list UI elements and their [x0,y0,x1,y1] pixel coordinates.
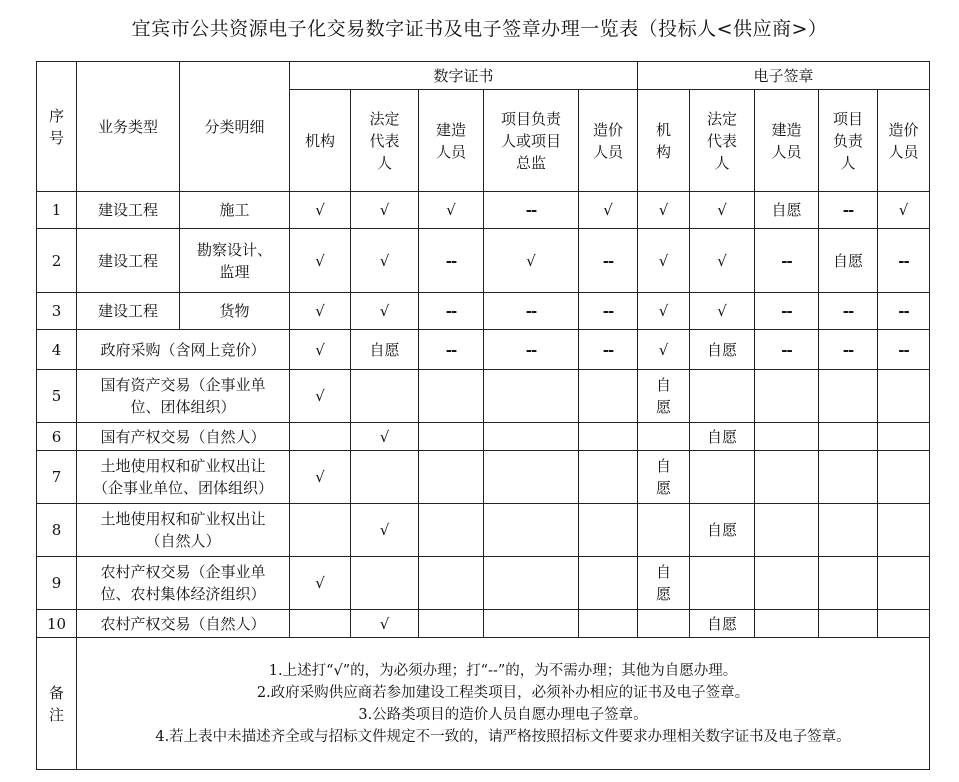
cert-cell [419,557,484,610]
detail-line: 货物 [219,302,250,320]
cert-cell [484,610,579,638]
description-line: （自然人） [145,532,221,550]
header-line: 人或项目 [500,131,561,150]
seal-cell [878,557,930,610]
cert-cell: √ [351,423,419,451]
seal-cell: -- [878,330,930,370]
remark-line: 3.公路类项目的造价人员自愿办理电子签章。 [358,706,648,723]
cert-cell: √ [579,192,638,229]
row-number: 5 [37,370,77,423]
detail-line: 监理 [219,262,250,281]
header-category: 分类明细 [180,62,290,192]
description-line: 政府采购（含网上竞价） [100,340,266,359]
cert-cell [484,504,579,557]
description-line: 农村产权交易（企事业单 [100,563,266,581]
header-seq-char: 号 [48,128,64,147]
seal-cell: √ [690,293,755,330]
seal-cell [755,504,819,557]
header-line: 代表 [707,131,738,150]
header-row-groups [37,62,930,90]
row-category-detail [180,192,290,229]
description-line: 位、农村集体经济组织） [100,585,266,603]
table-row [37,293,930,330]
header-cert-col [290,90,351,192]
row-number: 1 [37,192,77,229]
row-category-detail [180,229,290,293]
header-group-cert: 数字证书 [290,62,638,90]
cert-cell [484,451,579,504]
header-seal-col [755,90,819,192]
seal-cell [819,504,878,557]
seal-cell: -- [755,229,819,293]
row-number: 10 [37,610,77,638]
seal-cell [819,557,878,610]
type-line: 建设工程 [97,251,158,270]
seal-cell [638,451,690,504]
cert-cell: √ [351,504,419,557]
cert-cell [290,504,351,557]
cell-line: 自 [656,457,672,475]
seal-cell: √ [638,229,690,293]
cell-line: 愿 [656,479,672,497]
row-category-detail [180,293,290,330]
table-row [37,610,930,638]
header-line: 造价 [888,120,919,139]
seal-cell [755,557,819,610]
seal-cell [819,423,878,451]
seal-cell: 自愿 [690,330,755,370]
header-business-type: 业务类型 [77,62,180,192]
row-business-description [77,504,290,557]
seal-cell: √ [690,229,755,293]
cert-cell: √ [484,229,579,293]
cert-cell [419,504,484,557]
table-row [37,330,930,370]
cert-cell: -- [579,229,638,293]
row-business-description [77,330,290,370]
cert-cell: √ [351,610,419,638]
header-seal-col [638,90,690,192]
table-row [37,557,930,610]
cell-line: 愿 [656,585,672,603]
header-line: 法定 [707,109,738,128]
table-row [37,451,930,504]
cell-line: 自 [656,376,672,394]
cert-cell [419,370,484,423]
header-cert-col [579,90,638,192]
row-number: 7 [37,451,77,504]
seal-cell: -- [819,293,878,330]
cert-cell: -- [484,293,579,330]
cell-line: 自 [656,563,672,581]
row-number: 8 [37,504,77,557]
certificate-table [36,61,930,770]
seal-cell [690,370,755,423]
header-seal-col [690,90,755,192]
cert-cell: √ [290,330,351,370]
table-row [37,229,930,293]
seal-cell [819,370,878,423]
seal-cell: √ [638,330,690,370]
header-line: 人 [840,153,856,172]
cert-cell [290,610,351,638]
cert-cell: √ [290,451,351,504]
cert-cell: √ [419,192,484,229]
cert-cell: √ [290,229,351,293]
cert-cell: -- [579,330,638,370]
header-seq [37,62,77,192]
seal-cell [819,610,878,638]
seal-cell [755,423,819,451]
type-line: 建设工程 [97,302,158,320]
seal-cell: √ [638,293,690,330]
seal-cell [878,370,930,423]
description-line: 土地使用权和矿业权出让 [100,510,266,528]
cert-cell [579,504,638,557]
remark-line: 4.若上表中未描述齐全或与招标文件规定不一致的，请严格按照招标文件要求办理相关数字证书及电子签章。 [155,728,851,745]
seal-cell [878,610,930,638]
cert-cell [579,423,638,451]
cert-cell: -- [579,293,638,330]
page-title: 宜宾市公共资源电子化交易数字证书及电子签章办理一览表（投标人<供应商>） [131,18,828,40]
header-line: 造价 [593,120,624,139]
remarks-row [37,638,930,770]
header-line: 法定 [369,109,400,128]
row-business-type [77,293,180,330]
cell-line: 愿 [656,398,672,416]
seal-cell: √ [878,192,930,229]
row-number: 9 [37,557,77,610]
cert-cell: 自愿 [351,330,419,370]
row-business-description [77,451,290,504]
description-line: （企事业单位、团体组织） [92,479,273,497]
remarks-content [77,638,930,770]
row-number: 6 [37,423,77,451]
row-business-description [77,423,290,451]
cert-cell: -- [484,192,579,229]
seal-cell [638,423,690,451]
header-line: 代表 [369,131,400,150]
header-cert-col [484,90,579,192]
row-number: 4 [37,330,77,370]
cert-cell: √ [351,192,419,229]
description-line: 农村产权交易（自然人） [100,614,266,633]
header-seal-col [819,90,878,192]
cert-cell: -- [419,293,484,330]
header-line: 人 [376,153,392,172]
seal-cell: √ [638,192,690,229]
seal-cell [878,504,930,557]
seal-cell: 自愿 [690,610,755,638]
cert-cell: √ [351,293,419,330]
cert-cell [484,557,579,610]
seal-cell [638,557,690,610]
header-line: 构 [656,142,672,161]
row-business-type [77,229,180,293]
description-line: 位、团体组织） [130,398,236,416]
header-line: 人员 [435,142,466,161]
row-business-description [77,610,290,638]
row-number: 3 [37,293,77,330]
seal-cell: 自愿 [690,423,755,451]
seal-cell [878,451,930,504]
cert-cell [419,610,484,638]
seal-cell [819,451,878,504]
cert-cell [351,557,419,610]
header-line: 机构 [304,131,335,150]
seal-cell: -- [819,192,878,229]
remark-line: 2.政府采购供应商若参加建设工程类项目，必须补办相应的证书及电子签章。 [256,684,750,701]
header-seq-char: 序 [48,106,64,125]
seal-cell [690,451,755,504]
seal-cell: √ [690,192,755,229]
description-line: 国有产权交易（自然人） [100,427,266,446]
cert-cell [484,370,579,423]
cert-cell [419,423,484,451]
table-row [37,192,930,229]
cert-cell [579,610,638,638]
header-cert-col [419,90,484,192]
detail-line: 勘察设计、 [196,240,272,259]
header-line: 人员 [771,142,802,161]
seal-cell [755,610,819,638]
cert-cell: √ [290,293,351,330]
seal-cell [755,451,819,504]
header-line: 总监 [515,153,546,172]
seal-cell: -- [755,330,819,370]
seal-cell: -- [878,293,930,330]
cert-cell [579,451,638,504]
cert-cell [419,451,484,504]
type-line: 建设工程 [97,201,158,219]
seal-cell: 自愿 [755,192,819,229]
cert-cell [579,557,638,610]
detail-line: 施工 [219,201,250,219]
cert-cell: -- [419,229,484,293]
row-business-description [77,557,290,610]
cert-cell [579,370,638,423]
seal-cell [755,370,819,423]
cert-cell: √ [351,229,419,293]
seal-cell: -- [819,330,878,370]
row-business-type [77,192,180,229]
seal-cell: -- [755,293,819,330]
header-line: 机 [656,120,672,139]
remarks-label [37,638,77,770]
cert-cell: √ [290,192,351,229]
header-cert-col [351,90,419,192]
description-line: 土地使用权和矿业权出让 [100,457,266,475]
cert-cell [484,423,579,451]
cert-cell: √ [290,370,351,423]
description-line: 国有资产交易（企事业单 [100,376,266,394]
seal-cell: 自愿 [819,229,878,293]
cert-cell [290,423,351,451]
seal-cell: -- [878,229,930,293]
header-line: 建造 [771,120,802,139]
cert-cell [351,370,419,423]
cert-cell: -- [419,330,484,370]
cert-cell [351,451,419,504]
remarks-label-char: 备 [48,683,64,702]
header-line: 项目 [833,109,864,128]
header-seal-col [878,90,930,192]
table-row [37,370,930,423]
seal-cell [878,423,930,451]
header-line: 人员 [888,142,919,161]
header-line: 项目负责 [500,109,561,128]
header-line: 建造 [435,120,466,139]
row-business-description [77,370,290,423]
seal-cell [638,610,690,638]
table-row [37,423,930,451]
header-line: 人员 [593,142,624,161]
cert-cell: √ [290,557,351,610]
remarks-label-char: 注 [48,705,64,724]
seal-cell: 自愿 [690,504,755,557]
cert-cell: -- [484,330,579,370]
header-line: 负责 [833,131,864,150]
seal-cell [690,557,755,610]
seal-cell [638,370,690,423]
table-row [37,504,930,557]
row-number: 2 [37,229,77,293]
header-group-seal: 电子签章 [638,62,930,90]
remark-line: 1.上述打“√”的，为必须办理；打“--”的，为不需办理；其他为自愿办理。 [268,662,738,679]
header-line: 人 [714,153,730,172]
seal-cell [638,504,690,557]
